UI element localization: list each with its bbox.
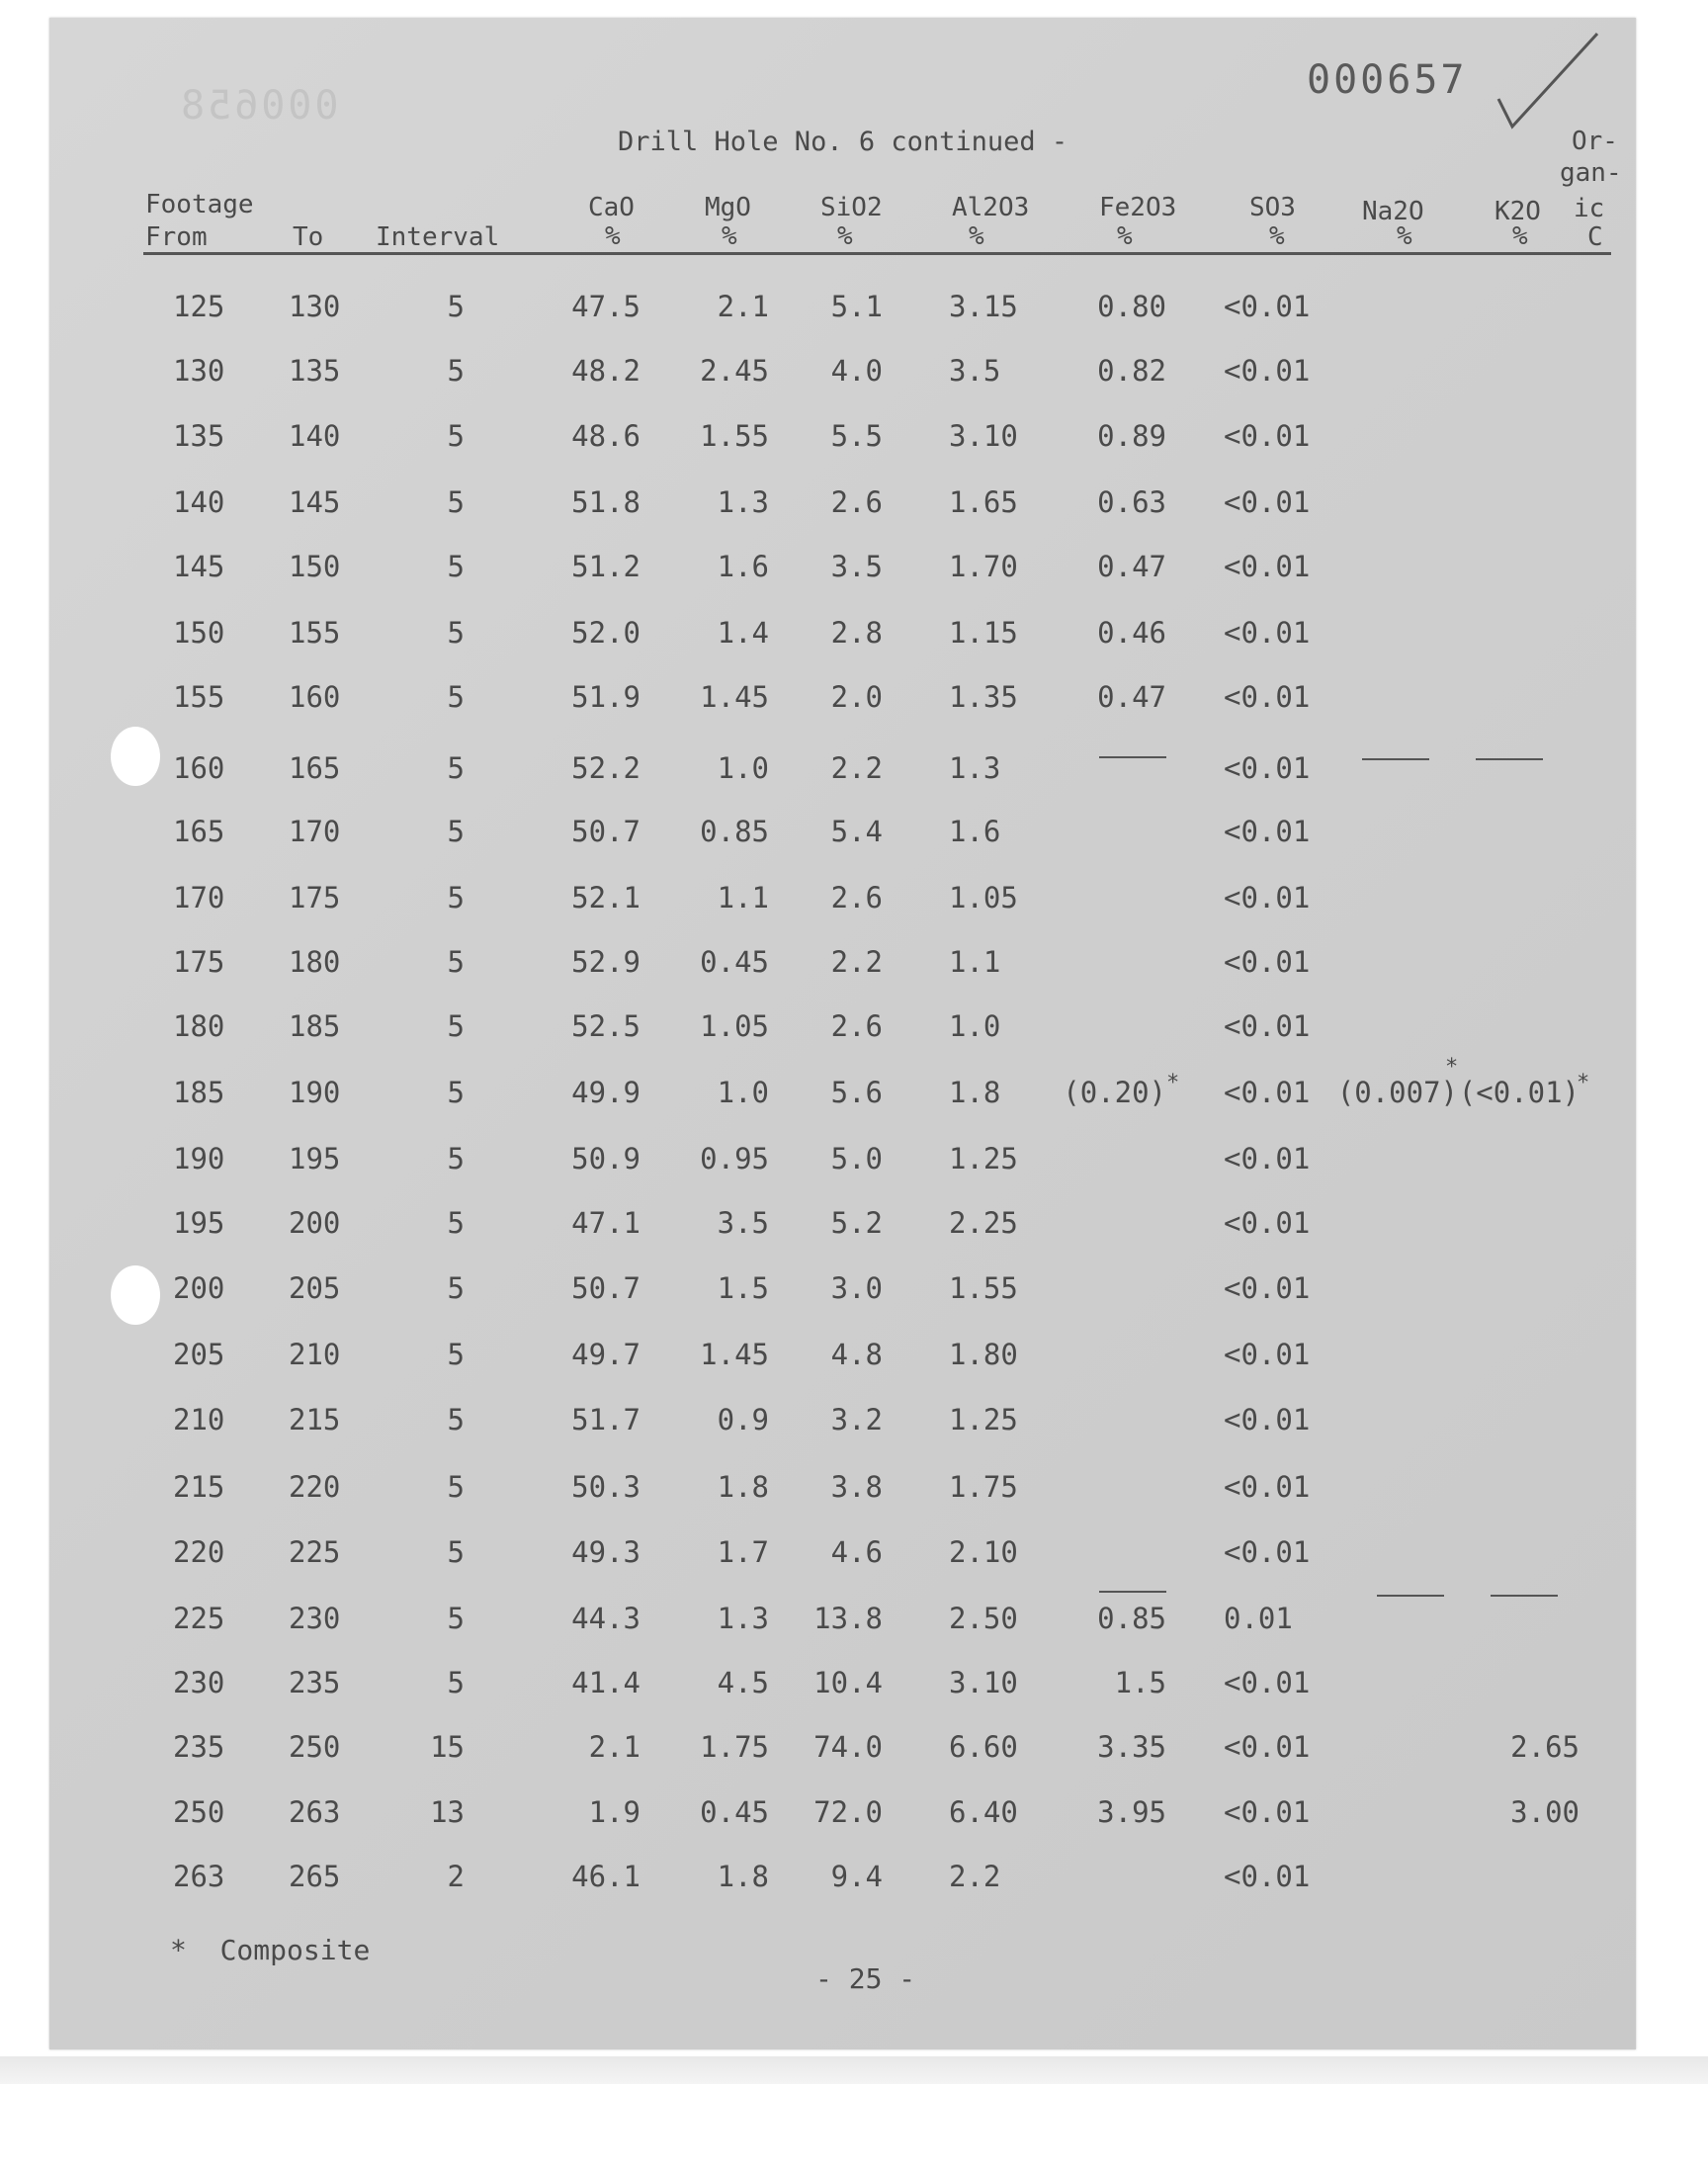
cell-to: 265 (289, 1860, 341, 1893)
cell-interval: 5 (447, 1535, 465, 1569)
cell-cao: 1.9 (588, 1795, 640, 1829)
header-k2o: K2O (1494, 197, 1541, 226)
table-row (0, 1271, 1708, 1311)
cell-fe2o3: 1.5 (1114, 1666, 1166, 1699)
dash-k2o (1476, 758, 1543, 760)
cell-al2o3: 1.05 (949, 881, 1018, 914)
cell-mgo: 1.0 (717, 1076, 769, 1109)
cell-to: 175 (289, 881, 341, 914)
cell-interval: 5 (447, 550, 465, 583)
cell-interval: 5 (447, 1076, 465, 1109)
cell-sio2: 72.0 (813, 1795, 883, 1829)
dash-fe2o3 (1099, 1591, 1166, 1593)
table-row (0, 1403, 1708, 1442)
cell-al2o3: 2.10 (949, 1535, 1018, 1569)
cell-so3: <0.01 (1224, 290, 1311, 323)
cell-to: 195 (289, 1142, 341, 1175)
cell-sio2: 5.4 (830, 815, 883, 848)
cell-sio2: 4.6 (830, 1535, 883, 1569)
cell-sio2: 3.5 (830, 550, 883, 583)
table-row (0, 1795, 1708, 1835)
cell-sio2: 5.6 (830, 1076, 883, 1109)
cell-so3: <0.01 (1224, 1142, 1311, 1175)
cell-fe2o3: 0.63 (1097, 485, 1166, 519)
cell-al2o3: 1.3 (949, 751, 1001, 785)
header-organic-line1: Or- (1572, 127, 1618, 156)
cell-to: 190 (289, 1076, 341, 1109)
cell-from: 250 (173, 1795, 225, 1829)
footnote-text: Composite (219, 1934, 371, 1966)
cell-al2o3: 1.15 (949, 616, 1018, 650)
table-row (0, 485, 1708, 525)
cell-cao: 50.7 (571, 1271, 640, 1305)
cell-cao: 52.2 (571, 751, 640, 785)
cell-cao: 49.7 (571, 1338, 640, 1371)
cell-interval: 5 (447, 1009, 465, 1043)
cell-sio2: 5.0 (830, 1142, 883, 1175)
cell-mgo: 1.8 (717, 1860, 769, 1893)
cell-sio2: 3.8 (830, 1470, 883, 1504)
cell-fe2o3: (0.20) (1063, 1076, 1166, 1109)
page-number: - 25 - (815, 1962, 916, 1995)
table-row (0, 1142, 1708, 1181)
cell-so3: <0.01 (1224, 1403, 1311, 1436)
cell-al2o3: 1.55 (949, 1271, 1018, 1305)
cell-to: 230 (289, 1602, 341, 1635)
cell-interval: 5 (447, 1206, 465, 1240)
header-rule (143, 252, 1611, 255)
cell-so3: <0.01 (1224, 1730, 1311, 1764)
cell-k2o: 2.65 (1510, 1730, 1580, 1764)
cell-so3: <0.01 (1224, 1271, 1311, 1305)
cell-to: 225 (289, 1535, 341, 1569)
cell-from: 200 (173, 1271, 225, 1305)
header-organic-line4: C (1587, 222, 1603, 252)
cell-mgo: 1.05 (700, 1009, 769, 1043)
cell-interval: 5 (447, 354, 465, 388)
cell-so3: <0.01 (1224, 1860, 1311, 1893)
cell-from: 215 (173, 1470, 225, 1504)
cell-sio2: 2.0 (830, 680, 883, 714)
cell-sio2: 3.2 (830, 1403, 883, 1436)
cell-cao: 44.3 (571, 1602, 640, 1635)
cell-so3: <0.01 (1224, 945, 1311, 979)
cell-sio2: 4.0 (830, 354, 883, 388)
footnote (170, 1934, 370, 1966)
cell-from: 150 (173, 616, 225, 650)
cell-so3: 0.01 (1224, 1602, 1293, 1635)
cell-al2o3: 1.75 (949, 1470, 1018, 1504)
cell-so3: <0.01 (1224, 354, 1311, 388)
cell-from: 160 (173, 751, 225, 785)
cell-cao: 47.5 (571, 290, 640, 323)
cell-to: 215 (289, 1403, 341, 1436)
cell-to: 210 (289, 1338, 341, 1371)
cell-fe2o3: 0.89 (1097, 419, 1166, 453)
cell-cao: 51.7 (571, 1403, 640, 1436)
cell-mgo: 1.5 (717, 1271, 769, 1305)
cell-cao: 50.7 (571, 815, 640, 848)
cell-to: 263 (289, 1795, 341, 1829)
header-organic-line3: ic (1574, 194, 1605, 223)
cell-fe2o3: 3.95 (1097, 1795, 1166, 1829)
cell-al2o3: 1.0 (949, 1009, 1001, 1043)
table-row (0, 1860, 1708, 1899)
cell-so3: <0.01 (1224, 550, 1311, 583)
cell-al2o3: 1.1 (949, 945, 1001, 979)
cell-sio2: 10.4 (813, 1666, 883, 1699)
cell-interval: 5 (447, 881, 465, 914)
cell-sio2: 2.6 (830, 881, 883, 914)
cell-al2o3: 1.25 (949, 1403, 1018, 1436)
cell-sio2: 5.5 (830, 419, 883, 453)
header-so3: SO3 (1249, 193, 1296, 222)
cell-al2o3: 3.10 (949, 1666, 1018, 1699)
cell-interval: 5 (447, 1403, 465, 1436)
cell-mgo: 4.5 (717, 1666, 769, 1699)
cell-to: 165 (289, 751, 341, 785)
cell-from: 210 (173, 1403, 225, 1436)
cell-so3: <0.01 (1224, 1470, 1311, 1504)
cell-mgo: 1.3 (717, 1602, 769, 1635)
cell-interval: 5 (447, 1271, 465, 1305)
cell-mgo: 1.6 (717, 550, 769, 583)
table-row (0, 290, 1708, 329)
cell-cao: 50.9 (571, 1142, 640, 1175)
header-footage: Footage (145, 190, 254, 219)
cell-from: 135 (173, 419, 225, 453)
header-to: To (293, 222, 324, 252)
cell-interval: 15 (430, 1730, 465, 1764)
header-sio2: SiO2 (820, 193, 883, 222)
header-na2o: Na2O (1362, 197, 1424, 226)
cell-mgo: 1.45 (700, 1338, 769, 1371)
cell-al2o3: 1.65 (949, 485, 1018, 519)
cell-from: 230 (173, 1666, 225, 1699)
cell-to: 130 (289, 290, 341, 323)
cell-mgo: 1.7 (717, 1535, 769, 1569)
cell-to: 160 (289, 680, 341, 714)
cell-al2o3: 1.35 (949, 680, 1018, 714)
cell-cao: 52.5 (571, 1009, 640, 1043)
cell-fe2o3: 0.46 (1097, 616, 1166, 650)
header-so3-unit: % (1269, 221, 1285, 251)
header-cao-unit: % (605, 221, 621, 251)
cell-to: 235 (289, 1666, 341, 1699)
header-fe2o3: Fe2O3 (1099, 193, 1177, 222)
cell-mgo: 2.1 (717, 290, 769, 323)
document-number-stamp: 000657 (1307, 57, 1468, 103)
cell-interval: 5 (447, 1470, 465, 1504)
cell-so3: <0.01 (1224, 1206, 1311, 1240)
cell-to: 180 (289, 945, 341, 979)
cell-from: 155 (173, 680, 225, 714)
cell-al2o3: 1.6 (949, 815, 1001, 848)
cell-so3: <0.01 (1224, 419, 1311, 453)
cell-mgo: 0.85 (700, 815, 769, 848)
cell-from: 175 (173, 945, 225, 979)
cell-fe2o3: 3.35 (1097, 1730, 1166, 1764)
cell-cao: 49.3 (571, 1535, 640, 1569)
bleed-through-stamp: 000658 (178, 83, 339, 129)
cell-so3: <0.01 (1224, 1795, 1311, 1829)
cell-so3: <0.01 (1224, 1009, 1311, 1043)
cell-sio2: 9.4 (830, 1860, 883, 1893)
cell-so3: <0.01 (1224, 1535, 1311, 1569)
cell-al2o3: 3.10 (949, 419, 1018, 453)
header-al2o3: Al2O3 (952, 193, 1030, 222)
dash-k2o (1491, 1595, 1558, 1597)
cell-mgo: 1.55 (700, 419, 769, 453)
cell-al2o3: 2.50 (949, 1602, 1018, 1635)
table-row (0, 1470, 1708, 1510)
cell-mgo: 1.1 (717, 881, 769, 914)
cell-fe2o3: 0.80 (1097, 290, 1166, 323)
cell-fe2o3: 0.82 (1097, 354, 1166, 388)
cell-cao: 2.1 (588, 1730, 640, 1764)
composite-asterisk: * (1166, 1071, 1180, 1095)
table-row (0, 616, 1708, 655)
header-sio2-unit: % (837, 221, 853, 251)
cell-cao: 48.6 (571, 419, 640, 453)
header-mgo-unit: % (722, 221, 737, 251)
header-mgo: MgO (705, 193, 751, 222)
cell-cao: 49.9 (571, 1076, 640, 1109)
cell-from: 165 (173, 815, 225, 848)
dash-na2o (1377, 1595, 1444, 1597)
cell-al2o3: 6.40 (949, 1795, 1018, 1829)
cell-from: 140 (173, 485, 225, 519)
scan-margin (0, 2084, 1708, 2175)
cell-interval: 5 (447, 616, 465, 650)
cell-al2o3: 6.60 (949, 1730, 1018, 1764)
page-title: Drill Hole No. 6 continued - (618, 127, 1068, 157)
cell-al2o3: 2.2 (949, 1860, 1001, 1893)
cell-cao: 52.0 (571, 616, 640, 650)
cell-interval: 5 (447, 815, 465, 848)
cell-from: 225 (173, 1602, 225, 1635)
cell-so3: <0.01 (1224, 616, 1311, 650)
cell-sio2: 74.0 (813, 1730, 883, 1764)
cell-to: 205 (289, 1271, 341, 1305)
cell-interval: 5 (447, 680, 465, 714)
cell-to: 220 (289, 1470, 341, 1504)
cell-from: 145 (173, 550, 225, 583)
table-row (0, 815, 1708, 854)
cell-interval: 5 (447, 1602, 465, 1635)
cell-to: 200 (289, 1206, 341, 1240)
cell-sio2: 13.8 (813, 1602, 883, 1635)
cell-to: 155 (289, 616, 341, 650)
cell-sio2: 5.2 (830, 1206, 883, 1240)
table-row (0, 1009, 1708, 1049)
cell-sio2: 2.2 (830, 751, 883, 785)
table-row (0, 751, 1708, 791)
cell-mgo: 0.45 (700, 945, 769, 979)
cell-al2o3: 1.8 (949, 1076, 1001, 1109)
cell-so3: <0.01 (1224, 815, 1311, 848)
header-interval: Interval (376, 222, 500, 252)
cell-mgo: 1.75 (700, 1730, 769, 1764)
cell-sio2: 2.6 (830, 1009, 883, 1043)
cell-k2o: (<0.01) (1458, 1076, 1580, 1109)
table-row (0, 1076, 1708, 1115)
cell-mgo: 1.3 (717, 485, 769, 519)
cell-al2o3: 3.15 (949, 290, 1018, 323)
table-row (0, 550, 1708, 589)
cell-sio2: 4.8 (830, 1338, 883, 1371)
footnote-mark: * (170, 1934, 187, 1966)
cell-sio2: 3.0 (830, 1271, 883, 1305)
header-cao: CaO (588, 193, 635, 222)
cell-to: 150 (289, 550, 341, 583)
cell-mgo: 0.95 (700, 1142, 769, 1175)
cell-interval: 5 (447, 751, 465, 785)
cell-from: 180 (173, 1009, 225, 1043)
header-na2o-unit: % (1397, 221, 1412, 251)
cell-mgo: 3.5 (717, 1206, 769, 1240)
cell-cao: 52.9 (571, 945, 640, 979)
cell-mgo: 1.8 (717, 1470, 769, 1504)
cell-al2o3: 3.5 (949, 354, 1001, 388)
cell-interval: 5 (447, 419, 465, 453)
cell-mgo: 1.45 (700, 680, 769, 714)
cell-sio2: 2.2 (830, 945, 883, 979)
table-row (0, 1602, 1708, 1641)
table-row (0, 945, 1708, 985)
cell-mgo: 2.45 (700, 354, 769, 388)
checkmark-icon (1491, 28, 1609, 136)
cell-fe2o3: 0.85 (1097, 1602, 1166, 1635)
cell-cao: 47.1 (571, 1206, 640, 1240)
cell-so3: <0.01 (1224, 680, 1311, 714)
dash-fe2o3 (1099, 756, 1166, 758)
table-row (0, 1730, 1708, 1770)
table-row (0, 1206, 1708, 1246)
cell-sio2: 2.8 (830, 616, 883, 650)
cell-cao: 50.3 (571, 1470, 640, 1504)
cell-k2o: 3.00 (1510, 1795, 1580, 1829)
cell-to: 250 (289, 1730, 341, 1764)
cell-mgo: 0.45 (700, 1795, 769, 1829)
header-al2o3-unit: % (969, 221, 984, 251)
cell-so3: <0.01 (1224, 1338, 1311, 1371)
cell-interval: 5 (447, 485, 465, 519)
cell-so3: <0.01 (1224, 485, 1311, 519)
cell-cao: 48.2 (571, 354, 640, 388)
cell-interval: 5 (447, 1666, 465, 1699)
dash-na2o (1362, 758, 1429, 760)
cell-from: 235 (173, 1730, 225, 1764)
cell-so3: <0.01 (1224, 881, 1311, 914)
cell-so3: <0.01 (1224, 1666, 1311, 1699)
cell-interval: 5 (447, 1338, 465, 1371)
cell-from: 190 (173, 1142, 225, 1175)
cell-mgo: 0.9 (717, 1403, 769, 1436)
table-row (0, 680, 1708, 720)
table-row (0, 1666, 1708, 1705)
cell-from: 185 (173, 1076, 225, 1109)
header-k2o-unit: % (1512, 221, 1528, 251)
cell-from: 263 (173, 1860, 225, 1893)
cell-interval: 5 (447, 945, 465, 979)
header-organic-line2: gan- (1560, 158, 1622, 188)
cell-to: 170 (289, 815, 341, 848)
cell-cao: 41.4 (571, 1666, 640, 1699)
table-row (0, 881, 1708, 920)
scan-edge (0, 2056, 1708, 2084)
cell-from: 125 (173, 290, 225, 323)
cell-al2o3: 1.80 (949, 1338, 1018, 1371)
table-row (0, 1535, 1708, 1575)
table-row (0, 419, 1708, 459)
cell-interval: 5 (447, 1142, 465, 1175)
composite-asterisk: * (1577, 1071, 1590, 1095)
cell-mgo: 1.0 (717, 751, 769, 785)
cell-cao: 51.2 (571, 550, 640, 583)
cell-from: 130 (173, 354, 225, 388)
header-from: From (145, 222, 208, 252)
header-fe2o3-unit: % (1117, 221, 1133, 251)
cell-from: 205 (173, 1338, 225, 1371)
cell-to: 135 (289, 354, 341, 388)
cell-so3: <0.01 (1224, 1076, 1311, 1109)
composite-asterisk: * (1445, 1055, 1459, 1080)
cell-mgo: 1.4 (717, 616, 769, 650)
cell-from: 220 (173, 1535, 225, 1569)
cell-to: 185 (289, 1009, 341, 1043)
cell-from: 170 (173, 881, 225, 914)
cell-to: 145 (289, 485, 341, 519)
cell-sio2: 2.6 (830, 485, 883, 519)
cell-from: 195 (173, 1206, 225, 1240)
cell-interval: 5 (447, 290, 465, 323)
cell-al2o3: 1.70 (949, 550, 1018, 583)
cell-fe2o3: 0.47 (1097, 550, 1166, 583)
cell-to: 140 (289, 419, 341, 453)
cell-sio2: 5.1 (830, 290, 883, 323)
cell-cao: 51.8 (571, 485, 640, 519)
cell-al2o3: 1.25 (949, 1142, 1018, 1175)
cell-so3: <0.01 (1224, 751, 1311, 785)
cell-cao: 46.1 (571, 1860, 640, 1893)
cell-cao: 51.9 (571, 680, 640, 714)
cell-cao: 52.1 (571, 881, 640, 914)
cell-fe2o3: 0.47 (1097, 680, 1166, 714)
cell-al2o3: 2.25 (949, 1206, 1018, 1240)
table-row (0, 1338, 1708, 1377)
cell-interval: 13 (430, 1795, 465, 1829)
cell-interval: 2 (447, 1860, 465, 1893)
cell-na2o: (0.007) (1336, 1076, 1458, 1109)
table-row (0, 354, 1708, 393)
